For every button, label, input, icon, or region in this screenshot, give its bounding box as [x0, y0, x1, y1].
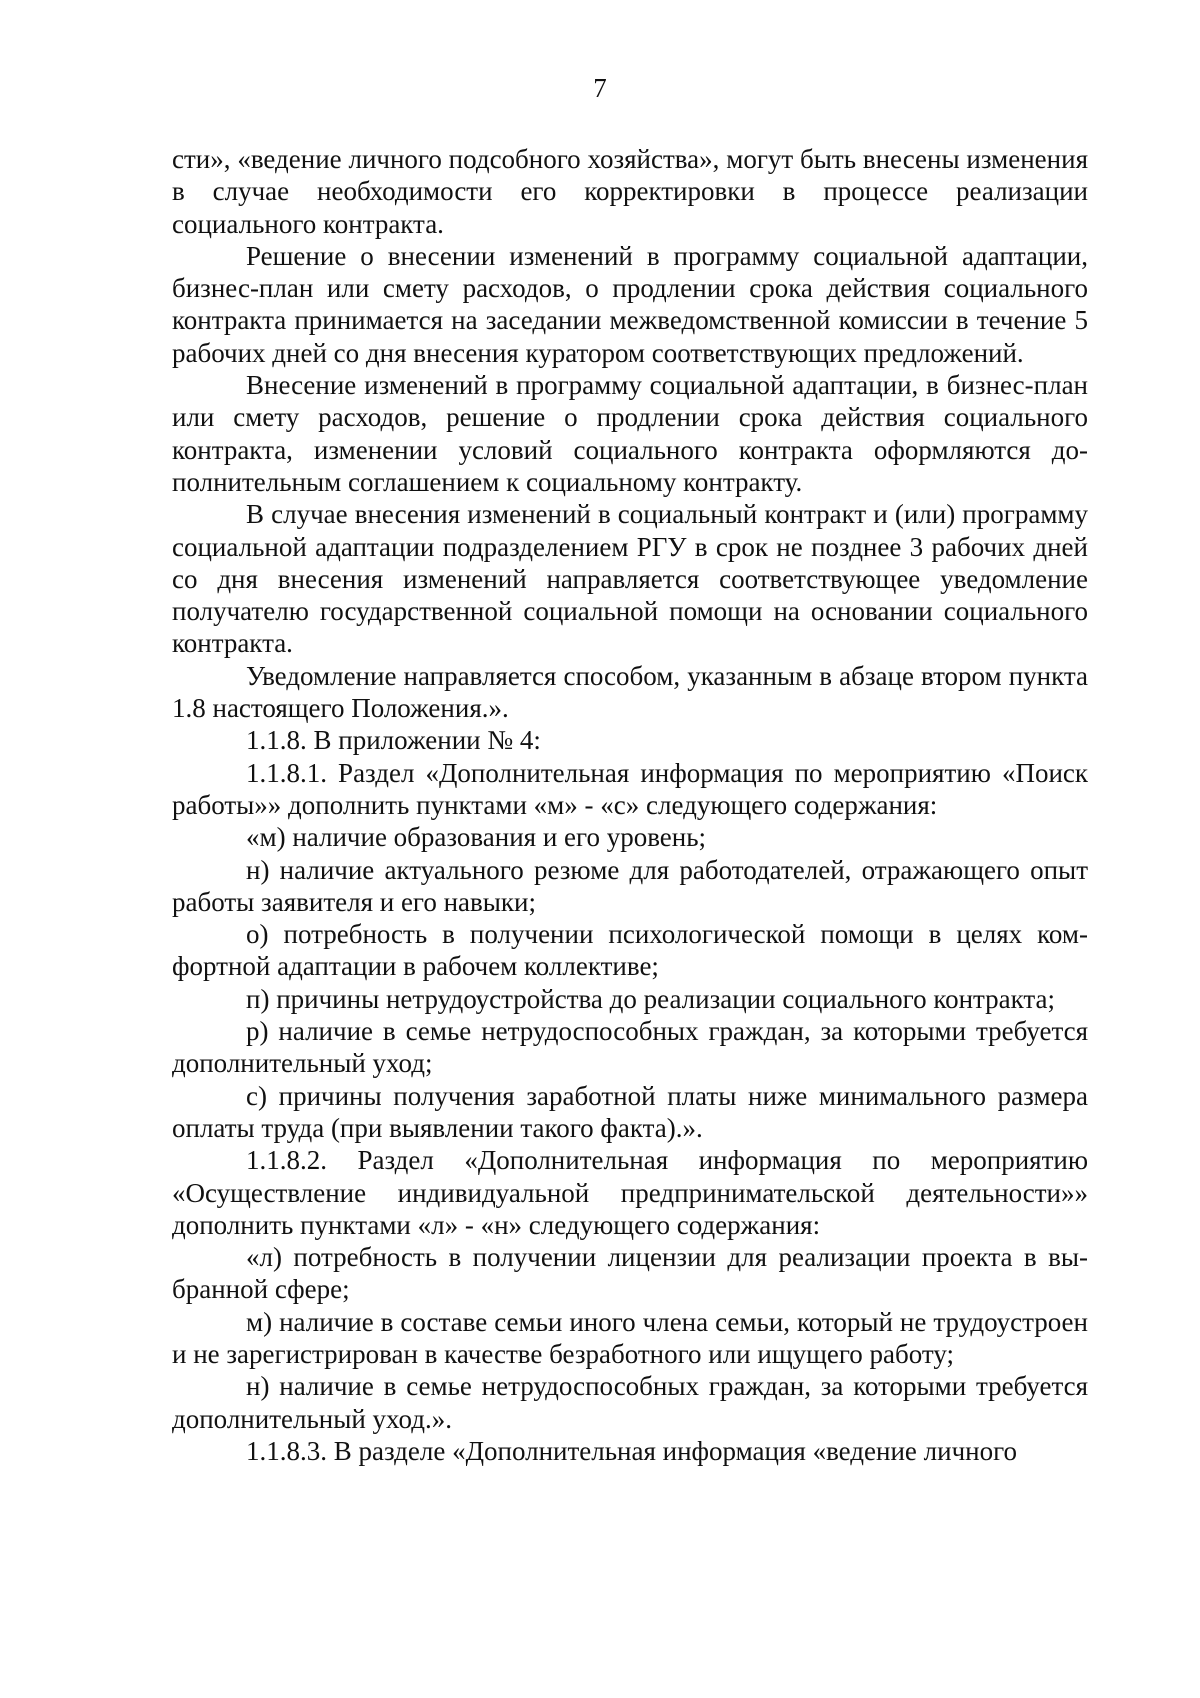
paragraph-amendment-decision: Решение о внесении изменений в программу социальной адаптации, бизнес-план или смету расходов, о продлении срока действия социального контракта принимается на заседании межведомственной комиссии в течение 5 рабочих дней со дня внесения куратором соответствующих предложений. [172, 240, 1088, 368]
clause-1-1-8: 1.1.8. В приложении № 4: [246, 725, 541, 756]
list-item-m-2: м) наличие в составе семьи иного члена семьи, который не трудоустроен и не зарегистрирован в качестве безработного или ищущего работу; [172, 1306, 1088, 1369]
list-item-o: о) потребность в получении психологической помощи в целях комфортной адаптации в рабочем коллективе; [172, 919, 1088, 982]
paragraph-amendment-formalization: Внесение изменений в программу социальной адаптации, в бизнес-план или смету расходов, решение о продлении срока действия социального контракта, изменении условий социального контракта оформляются дополнительным соглашением к социальному контракту. [172, 370, 1088, 497]
clause-1-1-8-1: 1.1.8.1. Раздел «Дополнительная информация по мероприятию «Поиск работы»» дополнить пунктами «м» - «с» следующего содержания: [172, 757, 1088, 820]
paragraph-notification-deadline: В случае внесения изменений в социальный контракт и (или) программу социальной адаптации подразделением РГУ в срок не позднее 3 рабочих дней со дня внесения изменений направляется соответствующее уведомление получателю государственной социальной помощи на основании социального контракта. [172, 499, 1088, 659]
paragraph-notification-method: Уведомление направляется способом, указанным в абзаце втором пункта 1.8 настоящего Положения.». [172, 660, 1088, 724]
clause-1-1-8-2: 1.1.8.2. Раздел «Дополнительная информация по мероприятию «Осуществление индивидуальной предпринимательской деятельности»» дополнить пунктами «л» - «н» следующего содержания: [172, 1145, 1088, 1240]
list-item-r: р) наличие в семье нетрудоспособных граждан, за которыми требуется дополнительный уход; [172, 1016, 1088, 1079]
list-item-n-2: н) наличие в семье нетрудоспособных граждан, за которыми требуется дополнительный уход.». [172, 1371, 1088, 1434]
list-item-p: п) причины нетрудоустройства до реализации социального контракта; [246, 983, 1056, 1014]
paragraph-continuation: сти», «ведение личного подсобного хозяйства», могут быть внесены изменения в случае необходимости его корректировки в процессе реализации социального контракта. [172, 144, 1088, 239]
list-item-n: н) наличие актуального резюме для работодателей, отражающего опыт работы заявителя и его навыки; [172, 854, 1088, 917]
page-number: 7 [593, 73, 607, 103]
list-item-l: «л) потребность в получении лицензии для реализации проекта в выбранной сфере; [172, 1242, 1088, 1305]
list-item-s: с) причины получения заработной платы ниже минимального размера оплаты труда (при выявлении такого факта).». [172, 1080, 1088, 1143]
list-item-m: «м) наличие образования и его уровень; [246, 822, 707, 853]
document-body [172, 143, 1088, 1467]
clause-1-1-8-3: 1.1.8.3. В разделе «Дополнительная информация «ведение личного [246, 1435, 1018, 1466]
